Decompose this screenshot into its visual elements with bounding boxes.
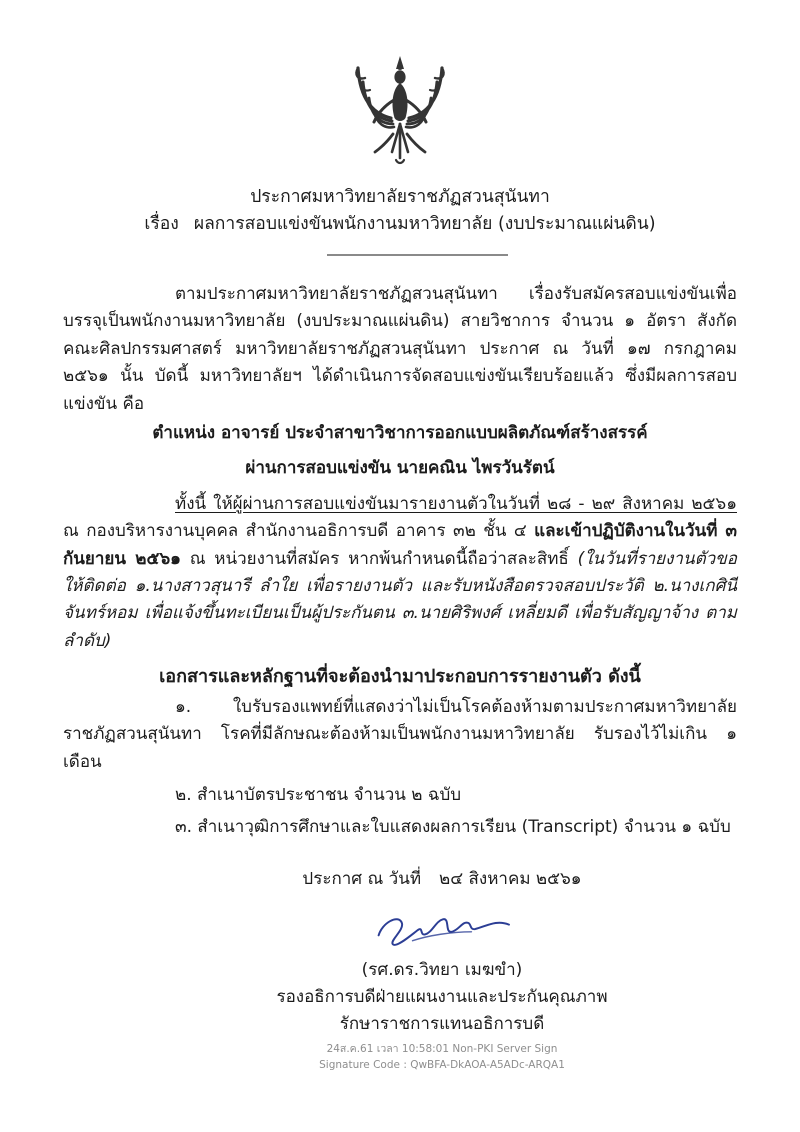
exam-result-heading: ผ่านการสอบแข่งขัน นายคณิน ไพรวันรัตน์ bbox=[245, 458, 555, 479]
forfeit-clause-text: ณ หน่วยงานที่สมัคร หากพ้นกำหนดนี้ถือว่าสละสิทธิ์ bbox=[180, 548, 578, 569]
issue-date-line bbox=[232, 866, 652, 893]
contact-persons-italic: (ในวันที่รายงานตัวขอให้ติดต่อ ๑.นางสาวสุนารี ลำใย เพื่อรายงานตัว และรับหนังสือตรวจสอบประวัติ ๒.นางเกศินี จันทร์หอม เพื่อแจ้งขึ้นทะเบียนเป็นผู้ประกันตน ๓.นายศิริพงศ์ เหลี่ยมดี เพื่อรับสัญญาจ้าง ตามลำดับ) bbox=[63, 548, 738, 651]
start-work-date-bold: และเข้าปฏิบัติงานในวันที่ ๓ กันยายน ๒๕๖๑ bbox=[63, 521, 737, 569]
subject-text: ผลการสอบแข่งขันพนักงานมหาวิทยาลัย (งบประมาณแผ่นดิน) bbox=[193, 214, 656, 234]
required-documents-heading: เอกสารและหลักฐานที่จะต้องนำมาประกอบการรายงานตัว ดังนี้ bbox=[159, 666, 641, 688]
emblem-container bbox=[63, 0, 737, 176]
announcement-subject bbox=[63, 211, 737, 238]
signature-block bbox=[232, 866, 652, 1073]
document-list-item: ๑. ใบรับรองแพทย์ที่แสดงว่าไม่เป็นโรคต้องห้ามตามประกาศมหาวิทยาลัยราชภัฏสวนสุนันทา โรคที่มีลักษณะต้องห้ามเป็นพนักงานมหาวิทยาลัย รับรองไว้ไม่เกิน ๑ เดือน bbox=[63, 696, 737, 772]
intro-paragraph: ตามประกาศมหาวิทยาลัยราชภัฏสวนสุนันทา เรื่องรับสมัครสอบแข่งขันเพื่อบรรจุเป็นพนักงานมหาวิทยาลัย (งบประมาณแผ่นดิน) สายวิชาการ จำนวน ๑ อัตรา สังกัด คณะศิลปกรรมศาสตร์ มหาวิทยาลัยราชภัฏสวนสุนันทา ประกาศ ณ วันที่ ๑๗ กรกฎาคม ๒๕๖๑ นั้น บัดนี้ มหาวิทยาลัยฯ ได้ดำเนินการจัดสอบแข่งขันเรียบร้อยแล้ว ซึ่งมีผลการสอบแข่งขัน คือ bbox=[63, 284, 737, 414]
document-list-item: ๒. สำเนาบัตรประชาชน จำนวน ๒ ฉบับ bbox=[175, 784, 462, 805]
position-heading: ตำแหน่ง อาจารย์ ประจำสาขาวิชาการออกแบบผลิตภัณฑ์สร้างสรรค์ bbox=[152, 423, 648, 444]
announcement-title: ประกาศมหาวิทยาลัยราชภัฏสวนสุนันทา bbox=[250, 187, 550, 207]
signer-title-line2: รักษาราชการแทนอธิการบดี bbox=[339, 1013, 545, 1034]
signer-name: (รศ.ดร.วิทยา เมฆขำ) bbox=[361, 959, 523, 980]
signer-title-line1: รองอธิการบดีฝ่ายแผนงานและประกันคุณภาพ bbox=[276, 986, 608, 1007]
report-location-text: ณ กองบริหารงานบุคคล สำนักงานอธิการบดี อาคาร ๓๒ ชั้น ๔ bbox=[63, 521, 535, 542]
issue-date-label: ประกาศ ณ วันที่ bbox=[302, 868, 422, 889]
report-instructions-paragraph bbox=[63, 491, 737, 655]
subject-label: เรื่อง bbox=[144, 214, 179, 234]
document-list-item: ๓. สำเนาวุฒิการศึกษาและใบแสดงผลการเรียน (Transcript) จำนวน ๑ ฉบับ bbox=[175, 817, 731, 838]
issue-date-value: ๒๔ สิงหาคม ๒๕๖๑ bbox=[439, 868, 582, 889]
handwritten-signature-icon bbox=[357, 905, 527, 955]
title-divider bbox=[327, 254, 508, 256]
garuda-emblem-icon bbox=[341, 54, 459, 176]
digital-signature-code: Signature Code : QwBFA-DkAOA-A5ADc-ARQA1 bbox=[319, 1058, 565, 1071]
report-date-underlined: ทั้งนี้ ให้ผู้ผ่านการสอบแข่งขันมารายงานตัวในวันที่ ๒๘ - ๒๙ สิงหาคม ๒๕๖๑ bbox=[175, 493, 737, 514]
digital-signature-meta: 24ส.ค.61 เวลา 10:58:01 Non-PKI Server Sign bbox=[326, 1042, 558, 1055]
